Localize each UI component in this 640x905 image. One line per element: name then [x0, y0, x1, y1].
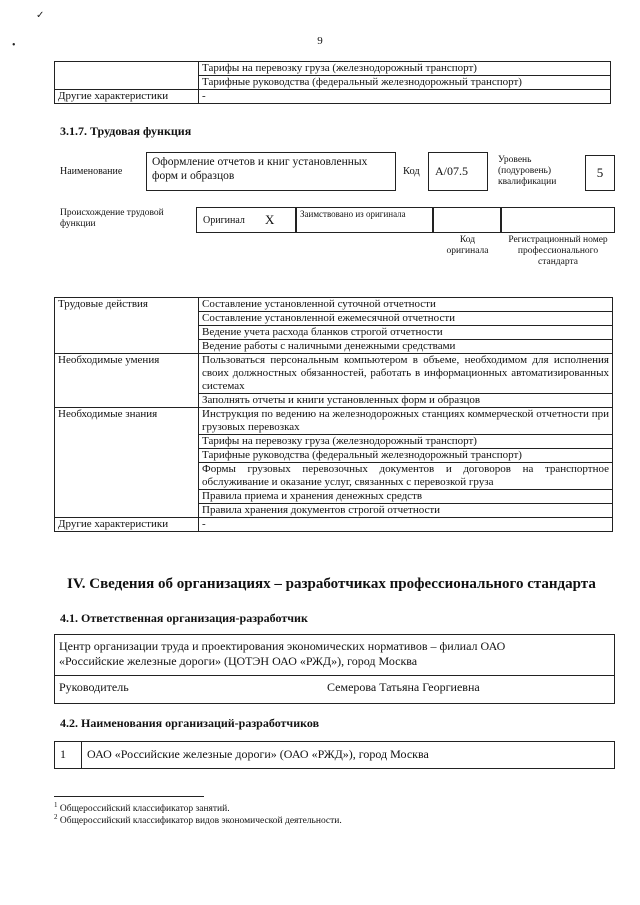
origin-reg-cell — [500, 207, 615, 233]
function-name-box — [146, 152, 396, 191]
table-cell: - — [199, 518, 613, 532]
origin-borrowed-cell — [295, 207, 434, 233]
scan-dot: • — [12, 40, 16, 51]
name-label: Наименование — [60, 166, 123, 177]
developers-table — [54, 741, 615, 769]
dev-num: 1 — [60, 747, 66, 761]
table-cell: Ведение работы с наличными денежными средствами — [199, 340, 613, 354]
subsection-heading-41: 4.1. Ответственная организация-разработчик — [60, 611, 308, 625]
footnote-text: Общероссийский классификатор занятий. — [59, 804, 230, 815]
scan-mark: ✓ — [36, 10, 45, 21]
table-row — [55, 62, 611, 76]
origin-original-cell — [196, 207, 297, 233]
org-text: Центр организации труда и проектирования экономических нормативов – филиал ОАО «Российские железные дороги» (ЦОТЭН ОАО «РЖД»), город Москва — [59, 639, 506, 668]
footnote-num: 2 — [54, 813, 58, 821]
original-label: Оригинал — [203, 215, 245, 226]
head-name: Семерова Татьяна Георгиевна — [327, 680, 480, 694]
group-label: Трудовые действия — [55, 298, 199, 354]
table-cell: Тарифные руководства (федеральный железнодорожный транспорт) — [199, 449, 613, 463]
table-row — [55, 90, 611, 104]
borrowed-label: Заимствовано из оригинала — [300, 209, 406, 219]
table-cell-label: Другие характеристики — [55, 90, 199, 104]
table-row — [55, 298, 613, 312]
table-cell: Тарифные руководства (федеральный железнодорожный транспорт) — [199, 76, 611, 90]
origin-code-cell — [432, 207, 502, 233]
table-cell: Составление установленной ежемесячной отчетности — [199, 312, 613, 326]
origin-label: Происхождение трудовой функции — [60, 208, 164, 229]
table-cell: Тарифы на перевозку груза (железнодорожный транспорт) — [199, 62, 611, 76]
reg-number-caption: Регистрационный номер профессионального стандарта — [508, 235, 608, 267]
code-value: А/07.5 — [435, 164, 468, 178]
table-row — [55, 518, 613, 532]
divider — [81, 742, 82, 768]
head-label: Руководитель — [59, 680, 129, 694]
footnote-separator — [54, 796, 204, 797]
code-label: Код — [403, 166, 420, 177]
footnote-num: 1 — [54, 801, 58, 809]
top-table — [54, 61, 611, 104]
function-name: Оформление отчетов и книг установленных форм и образцов — [152, 156, 368, 182]
table-cell: Формы грузовых перевозочных документов и договоров на транспортное обслуживание и оказание услуг, связанных с перевозкой груза — [199, 463, 613, 490]
table-cell — [55, 62, 199, 90]
code-orig-caption: Код оригинала — [446, 235, 489, 256]
level-box — [585, 155, 615, 191]
table-cell: Тарифы на перевозку груза (железнодорожный транспорт) — [199, 435, 613, 449]
group-label: Необходимые знания — [55, 408, 199, 518]
footnote-2 — [54, 811, 342, 827]
section-heading-317: 3.1.7. Трудовая функция — [60, 124, 192, 138]
table-cell: Составление установленной суточной отчетности — [199, 298, 613, 312]
table-cell: Ведение учета расхода бланков строгой отчетности — [199, 326, 613, 340]
group-label: Другие характеристики — [55, 518, 199, 532]
divider — [55, 675, 614, 676]
level-value: 5 — [596, 165, 604, 180]
table-cell: - — [199, 90, 611, 104]
group-label: Необходимые умения — [55, 354, 199, 408]
table-cell: Правила приема и хранения денежных средств — [199, 490, 613, 504]
table-cell: Пользоваться персональным компьютером в объеме, необходимом для исполнения своих должностных обязанностей, работать в информационных автоматизированных системах — [199, 354, 613, 394]
responsible-org-box — [54, 634, 615, 704]
level-label: Уровень (подуровень) квалификации — [498, 155, 557, 187]
table-cell: Заполнять отчеты и книги установленных форм и образцов — [199, 394, 613, 408]
table-row — [55, 354, 613, 394]
page-number: 9 — [317, 35, 323, 47]
code-box — [428, 152, 488, 191]
table-row — [55, 408, 613, 435]
table-cell: Инструкция по ведению на железнодорожных станциях коммерческой отчетности при грузовых перевозках — [199, 408, 613, 435]
dev-name: ОАО «Российские железные дороги» (ОАО «РЖД»), город Москва — [87, 747, 429, 761]
section-heading-iv: IV. Сведения об организациях – разработчиках профессионального стандарта — [67, 576, 596, 592]
subsection-heading-42: 4.2. Наименования организаций-разработчиков — [60, 716, 320, 730]
table-cell: Правила хранения документов строгой отчетности — [199, 504, 613, 518]
function-table — [54, 297, 613, 532]
original-mark: X — [265, 212, 275, 227]
footnote-text: Общероссийский классификатор видов экономической деятельности. — [59, 816, 342, 827]
